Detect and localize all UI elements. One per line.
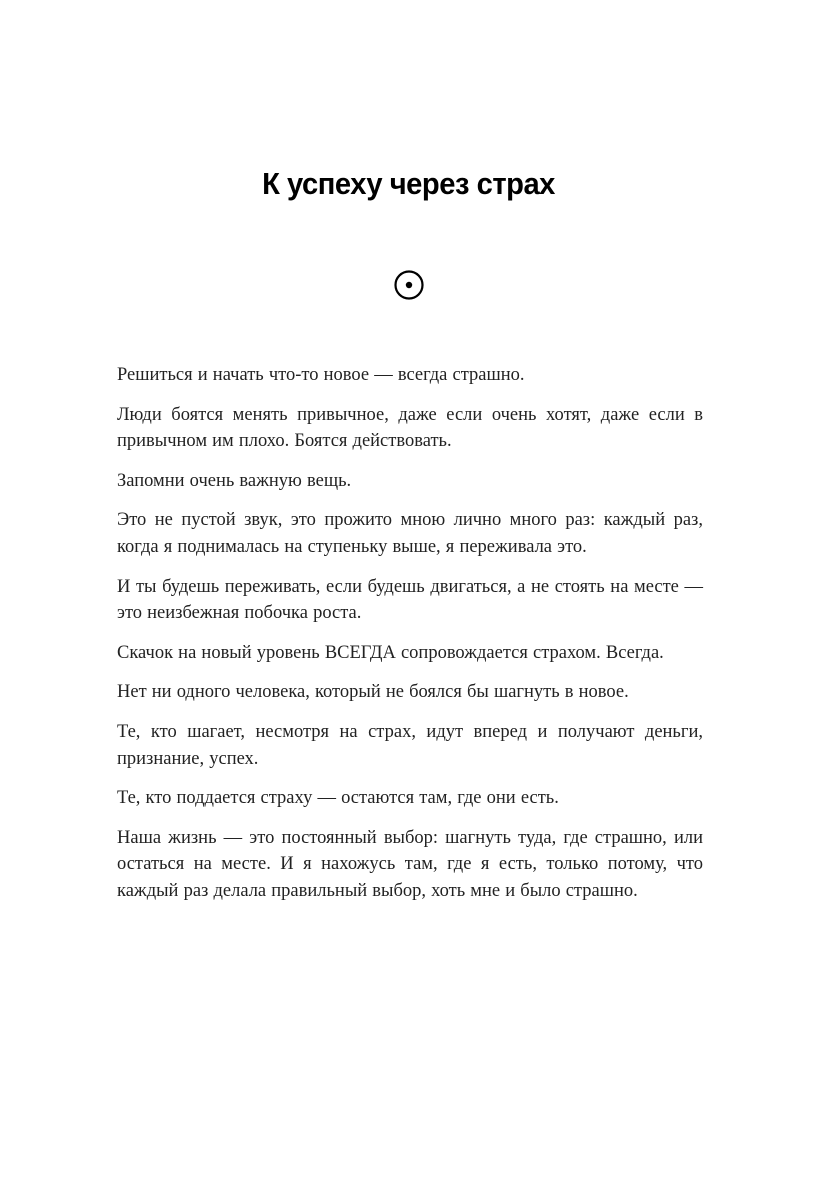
paragraph: Те, кто поддается страху — остаются там, где они есть.: [117, 788, 559, 809]
paragraph: Те, кто шагает, несмотря на страх, идут вперед и получают деньги, признание, успех.: [117, 721, 703, 769]
body-text: [117, 362, 703, 905]
paragraph: Запомни очень важную вещь.: [117, 470, 352, 491]
paragraph: Это не пустой звук, это прожито мною лично много раз: каждый раз, когда я поднималась на ступеньку выше, я переживала это.: [117, 510, 703, 557]
paragraph: Скачок на новый уровень ВСЕГДА сопровождается страхом. Всегда.: [117, 642, 664, 663]
paragraph: Люди боятся менять привычное, даже если очень хотят, даже если в привычном им плохо. Боятся действовать.: [117, 404, 703, 452]
paragraph: Наша жизнь — это постоянный выбор: шагнуть туда, где страшно, или остаться на месте. И я нахожусь там, где я есть, только потому, что каждый раз делала правильный выбор, хоть мне и было страшно.: [117, 827, 703, 901]
section-ornament: [0, 268, 817, 302]
paragraph: Решиться и начать что-то новое — всегда страшно.: [117, 365, 525, 385]
chapter-title: К успеху через страх: [262, 166, 555, 201]
paragraph: Нет ни одного человека, который не боялся бы шагнуть в новое.: [117, 682, 629, 703]
circled-dot-icon: [392, 289, 426, 306]
paragraph: И ты будешь переживать, если будешь двигаться, а не стоять на месте — это неизбежная побочка роста.: [117, 576, 703, 624]
